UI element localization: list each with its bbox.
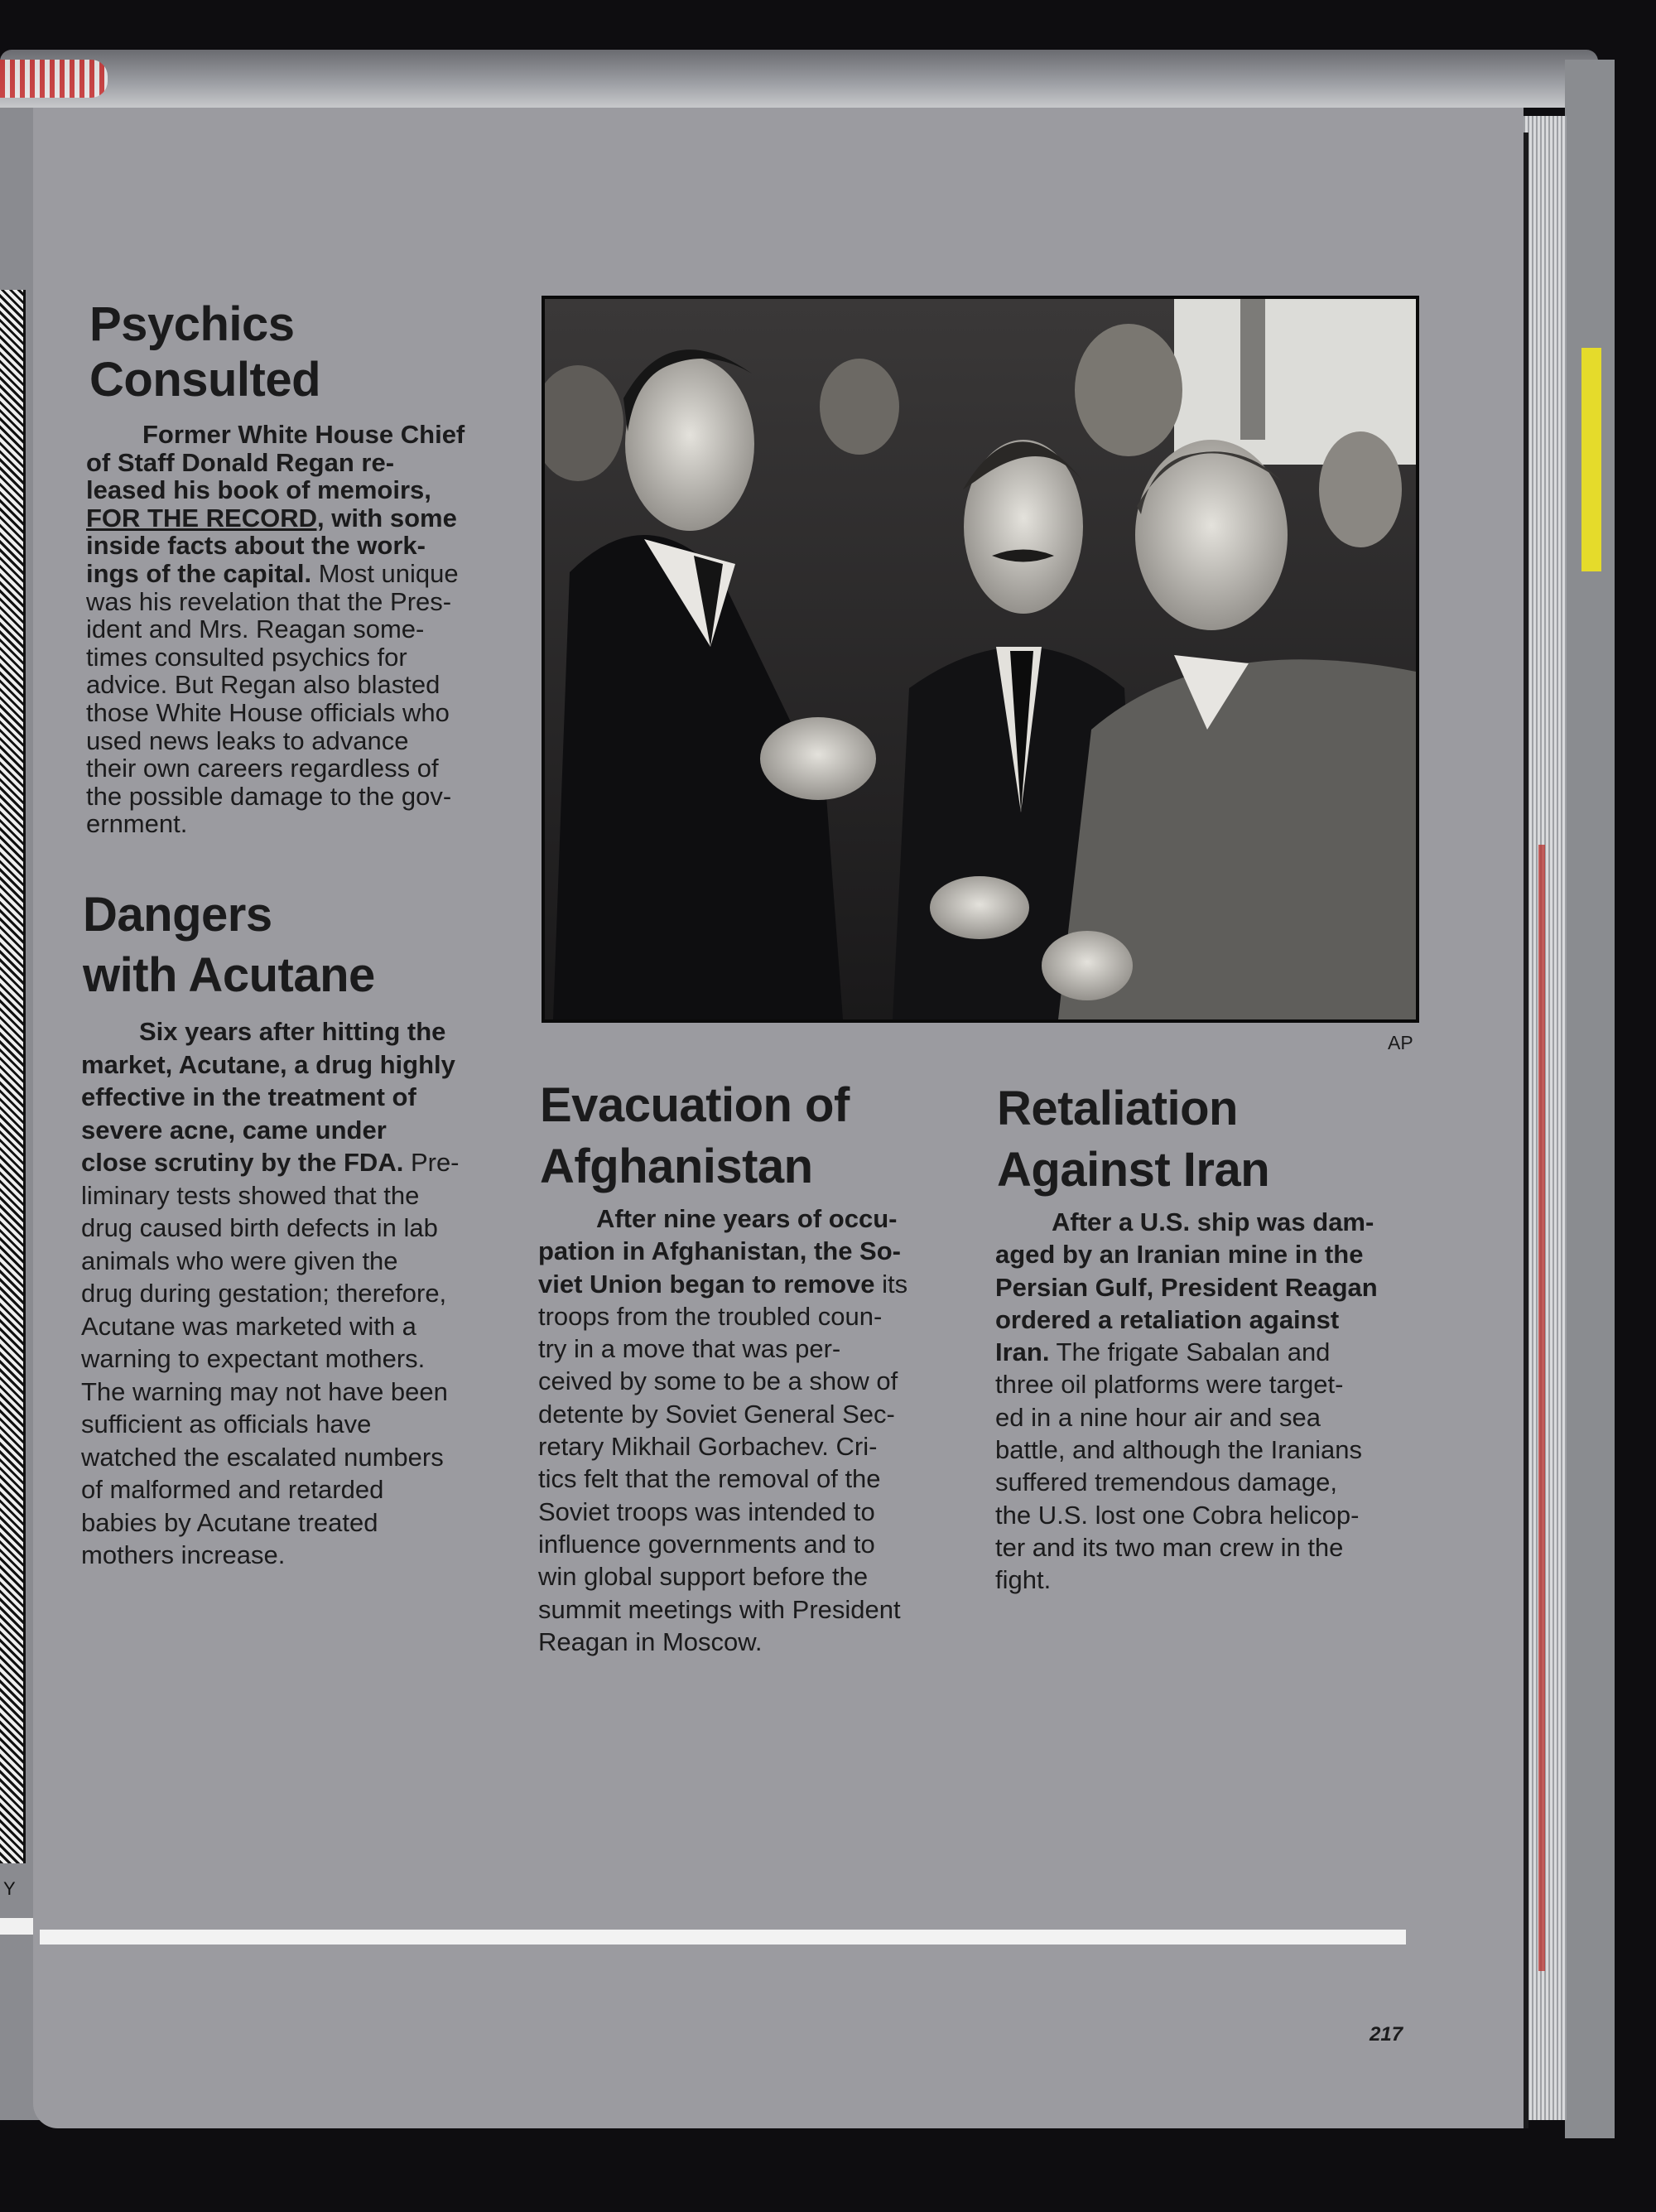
body-line: was his revelation that the Pres- [86, 586, 452, 616]
lead-line: inside facts about the work- [86, 531, 426, 561]
lead-line: market, Acutane, a drug highly [81, 1049, 455, 1079]
book-title: FOR THE RECORD, [86, 503, 325, 533]
left-page-image-fragment [0, 290, 26, 1863]
body-line: Soviet troops was intended to [538, 1496, 875, 1526]
headline-psychics-consulted [89, 296, 320, 407]
body-line: The warning may not have been [81, 1376, 448, 1406]
body-line: its [874, 1269, 908, 1299]
body-line: Pre- [403, 1148, 460, 1177]
bottom-rule [40, 1930, 1406, 1945]
bookmark-ribbon [0, 60, 108, 98]
body-line: the U.S. lost one Cobra helicop- [995, 1500, 1360, 1530]
headline-line: Against Iran [997, 1143, 1270, 1197]
lead-line: aged by an Iranian mine in the [995, 1240, 1364, 1270]
headline-dangers-with-acutane [83, 884, 375, 1005]
headline-line: with Acutane [83, 948, 375, 1002]
lead-fragment: with some [324, 503, 457, 533]
article-body-acutane [81, 1015, 460, 1572]
headline-line: Afghanistan [540, 1140, 813, 1193]
lead-line: After a U.S. ship was dam- [1052, 1207, 1374, 1236]
cover-yellow-tab [1581, 348, 1601, 571]
body-line: drug during gestation; therefore, [81, 1279, 447, 1308]
photo-illustration [545, 299, 1416, 1019]
body-line: ernment. [86, 809, 188, 839]
lead-line: effective in the treatment of [81, 1082, 416, 1111]
news-photo [542, 296, 1419, 1023]
article-body-psychics [86, 421, 465, 838]
body-line: troops from the troubled coun- [538, 1301, 883, 1331]
body-line: ed in a nine hour air and sea [995, 1402, 1321, 1432]
body-line: sufficient as officials have [81, 1410, 372, 1439]
page-number: 217 [1370, 2023, 1403, 2046]
left-page-text-fragment: Y [3, 1878, 16, 1899]
lead-line: viet Union began to remove [538, 1269, 875, 1299]
body-line: times consulted psychics for [86, 642, 407, 672]
body-line: battle, and although the Iranians [995, 1435, 1362, 1465]
lead-line: Six years after hitting the [139, 1017, 446, 1046]
body-line: suffered tremendous damage, [995, 1467, 1338, 1497]
headline-line: Dangers [83, 888, 272, 942]
lead-line: ordered a retaliation against [995, 1304, 1340, 1334]
body-line: the possible damage to the gov- [86, 781, 452, 811]
lead-line: severe acne, came under [81, 1115, 387, 1145]
body-line: watched the escalated numbers [81, 1442, 444, 1472]
body-line: ident and Mrs. Reagan some- [86, 614, 425, 644]
headline-line: Consulted [89, 353, 321, 407]
lead-line: ings of the capital. [86, 558, 312, 588]
body-line: their own careers regardless of [86, 754, 439, 783]
lead-line: After nine years of occu- [596, 1204, 898, 1233]
body-line: fight. [995, 1565, 1052, 1595]
body-line: warning to expectant mothers. [81, 1344, 426, 1373]
body-line: three oil platforms were target- [995, 1370, 1344, 1400]
body-line: babies by Acutane treated [81, 1507, 378, 1537]
body-line: mothers increase. [81, 1540, 286, 1569]
body-line: influence governments and to [538, 1529, 875, 1559]
body-line: Acutane was marketed with a [81, 1311, 416, 1341]
body-line: animals who were given the [81, 1246, 398, 1275]
headline-evacuation-of-afghanistan [540, 1075, 850, 1198]
body-line: liminary tests showed that the [81, 1180, 420, 1210]
body-line: drug caused birth defects in lab [81, 1213, 438, 1242]
lead-line: leased his book of memoirs, [86, 475, 431, 505]
lead-line: close scrutiny by the FDA. [81, 1148, 404, 1177]
headline-line: Retaliation [997, 1082, 1238, 1135]
body-line: of malformed and retarded [81, 1475, 384, 1504]
article-body-iran [995, 1206, 1378, 1597]
body-line: Reagan in Moscow. [538, 1626, 763, 1656]
body-line: Most unique [311, 558, 459, 588]
lead-line: Persian Gulf, President Reagan [995, 1272, 1378, 1302]
body-line: detente by Soviet General Sec- [538, 1399, 895, 1429]
body-line: retary Mikhail Gorbachev. Cri- [538, 1432, 878, 1462]
body-line: win global support before the [538, 1562, 869, 1592]
body-line: try in a move that was per- [538, 1334, 841, 1364]
body-line: those White House officials who [86, 697, 450, 727]
body-line: used news leaks to advance [86, 725, 409, 755]
book-top-edge [0, 50, 1598, 108]
lead-line: of Staff Donald Regan re- [86, 447, 395, 477]
article-body-afghanistan [538, 1202, 907, 1658]
body-line: advice. But Regan also blasted [86, 670, 440, 700]
body-line: ter and its two man crew in the [995, 1532, 1344, 1562]
body-line: ceived by some to be a show of [538, 1366, 898, 1396]
headline-line: Psychics [89, 297, 295, 351]
body-line: The frigate Sabalan and [1049, 1337, 1331, 1367]
lead-line: Iran. [995, 1337, 1050, 1367]
body-line: summit meetings with President [538, 1594, 901, 1624]
lead-line: Former White House Chief [142, 420, 465, 449]
lead-line [86, 504, 457, 533]
headline-line: Evacuation of [540, 1078, 850, 1132]
page-stack-red-edge [1538, 845, 1545, 1971]
headline-retaliation-against-iran [997, 1078, 1269, 1201]
lead-line: pation in Afghanistan, the So- [538, 1236, 901, 1266]
body-line: tics felt that the removal of the [538, 1464, 881, 1494]
photo-credit: AP [1388, 1032, 1413, 1053]
